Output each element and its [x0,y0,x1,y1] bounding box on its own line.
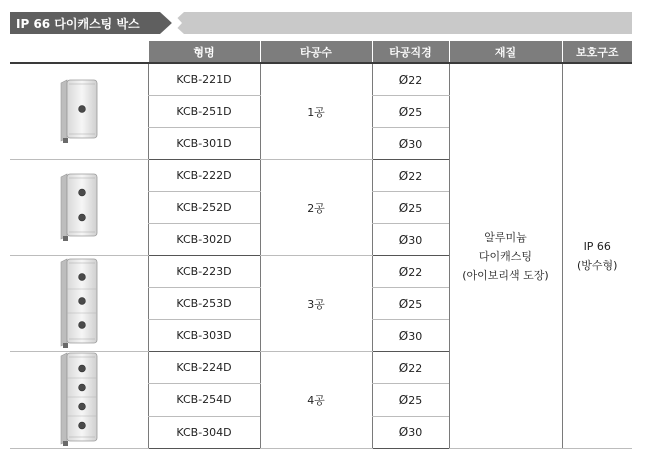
enclosure-image-cell [10,256,148,352]
diameter-cell [372,128,449,160]
diameter-value: 25 [408,393,423,407]
enclosure-3-hole-icon [10,256,148,351]
enclosure-image-cell [10,160,148,256]
header-image [10,41,148,63]
diameter-symbol: Ø [398,136,409,151]
header-diameter: 타공직경 [372,41,449,63]
diameter-cell [372,63,449,96]
diameter-value: 30 [408,137,423,151]
diameter-symbol: Ø [398,264,409,279]
diameter-value: 30 [408,329,423,343]
model-cell: KCB-254D [148,384,260,416]
diameter-value: 25 [408,201,423,215]
spec-table [10,41,632,449]
diameter-cell [372,384,449,416]
diameter-value: 30 [408,426,423,440]
diameter-cell [372,192,449,224]
material-cell [449,63,562,449]
diameter-symbol: Ø [398,168,409,183]
model-cell: KCB-304D [148,416,260,448]
enclosure-4-hole-icon [10,352,148,448]
diameter-cell [372,224,449,256]
section-banner [10,12,632,34]
holes-cell: 4공 [260,352,372,449]
diameter-value: 25 [408,105,423,119]
protection-line: IP 66 [583,240,611,253]
diameter-symbol: Ø [398,360,409,375]
header-material: 재질 [449,41,562,63]
diameter-value: 30 [408,233,423,247]
model-cell: KCB-301D [148,128,260,160]
holes-cell: 3공 [260,256,372,352]
enclosure-2-hole-icon [10,160,148,255]
header-protection: 보호구조 [562,41,632,63]
holes-cell: 1공 [260,63,372,160]
table-row [10,63,632,96]
protection-cell [562,63,632,449]
model-cell: KCB-223D [148,256,260,288]
header-holes: 타공수 [260,41,372,63]
diameter-cell [372,416,449,448]
diameter-symbol: Ø [398,328,409,343]
material-line: 다이캐스팅 [478,249,533,263]
table-header-row [10,41,632,63]
enclosure-image-cell [10,352,148,449]
model-cell: KCB-222D [148,160,260,192]
model-cell: KCB-251D [148,96,260,128]
model-cell: KCB-221D [148,63,260,96]
enclosure-image-cell [10,63,148,160]
diameter-cell [372,288,449,320]
diameter-symbol: Ø [398,200,409,215]
diameter-cell [372,352,449,384]
section-title: IP 66 다이캐스팅 박스 [16,17,140,31]
header-model: 형명 [148,41,260,63]
diameter-cell [372,320,449,352]
diameter-value: 22 [408,73,423,87]
model-cell: KCB-224D [148,352,260,384]
diameter-value: 22 [408,361,423,375]
model-cell: KCB-303D [148,320,260,352]
diameter-value: 25 [408,297,423,311]
diameter-cell [372,96,449,128]
diameter-symbol: Ø [398,392,409,407]
material-line: 알루미늄 [484,230,527,244]
model-cell: KCB-253D [148,288,260,320]
diameter-symbol: Ø [398,232,409,247]
diameter-symbol: Ø [398,425,409,440]
diameter-symbol: Ø [398,104,409,119]
diameter-cell [372,160,449,192]
diameter-value: 22 [408,265,423,279]
material-line: (아이보리색 도장) [462,268,549,282]
diameter-cell [372,256,449,288]
model-cell: KCB-302D [148,224,260,256]
diameter-symbol: Ø [398,72,409,87]
diameter-value: 22 [408,169,423,183]
protection-line: (방수형) [577,259,618,272]
diameter-symbol: Ø [398,296,409,311]
model-cell: KCB-252D [148,192,260,224]
holes-cell: 2공 [260,160,372,256]
enclosure-1-hole-icon [10,64,148,159]
